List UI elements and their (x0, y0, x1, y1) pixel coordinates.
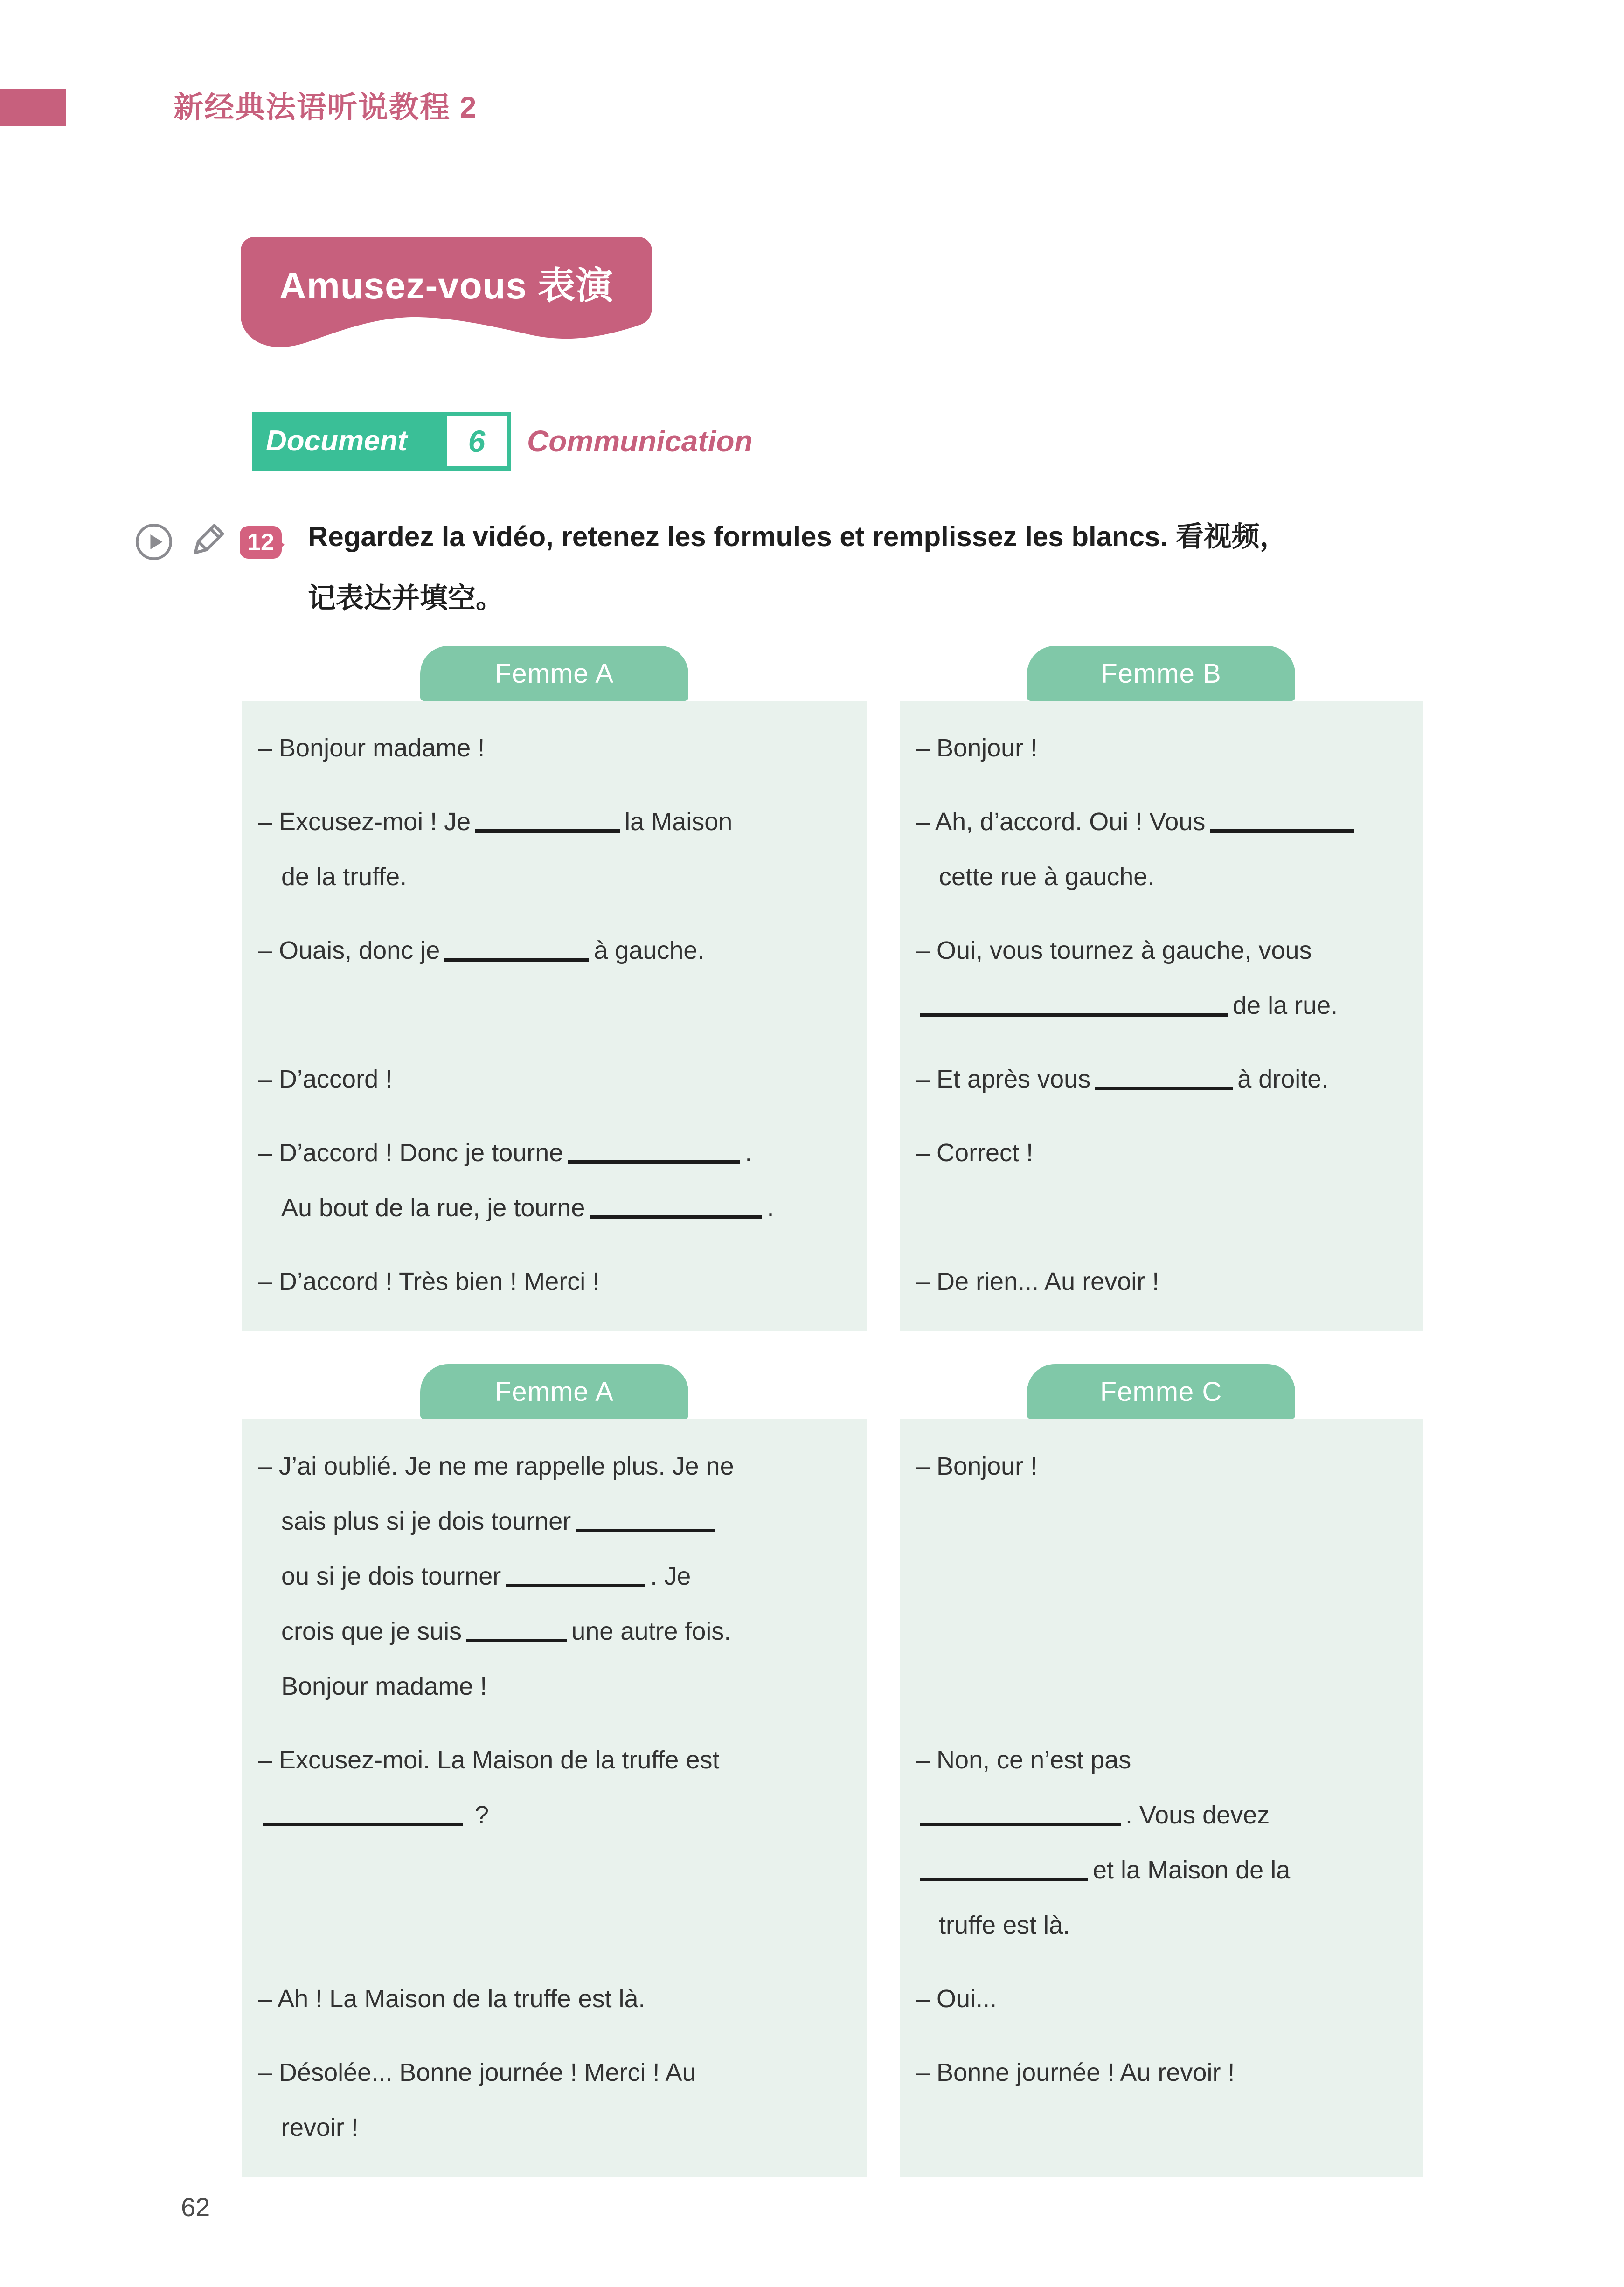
dialogue-text: – Bonne journée ! Au revoir ! (916, 2058, 1235, 2086)
speaker-tabs (242, 646, 1423, 701)
fill-in-blank (506, 1581, 645, 1587)
dialogue-cell (900, 1107, 1423, 1235)
dialogue-text: . Vous devez (1125, 1801, 1270, 1829)
fill-in-blank (1210, 826, 1354, 833)
dialogue-utterance (258, 721, 851, 776)
play-icon (134, 522, 174, 561)
fill-in-blank (576, 1526, 715, 1532)
dialogue-text: – Excusez-moi ! Je (258, 808, 471, 836)
dialogue-text: ? (468, 1801, 489, 1829)
instruction-line-1: Regardez la vidéo, retenez les formules et remplissez les blancs. 看视频， (308, 521, 1288, 552)
dialogue-text: Bonjour madame ! (281, 1672, 487, 1700)
dialogue-text: truffe est là. (939, 1911, 1070, 1939)
dialogue-text: – Oui, vous tournez à gauche, vous (916, 936, 1312, 964)
dialogue-line (258, 1254, 851, 1309)
fill-in-blank (466, 1636, 567, 1642)
dialogue-line (916, 721, 1407, 776)
dialogue-line (916, 1843, 1407, 1898)
dialogue-section-2 (242, 1364, 1423, 2177)
fill-in-blank (444, 955, 589, 962)
fill-in-blank (568, 1157, 740, 1164)
dialogue-text: – Ouais, donc je (258, 936, 440, 964)
speaker-tab-femme-a: Femme A (420, 646, 688, 701)
dialogue-line (258, 794, 851, 849)
fill-in-blank (590, 1213, 762, 1219)
dialogue-cell (900, 1235, 1423, 1331)
dialogue-text: crois que je suis (281, 1617, 462, 1645)
dialogue-text: – Bonjour madame ! (258, 734, 485, 762)
dialogue-text: – Correct ! (916, 1139, 1034, 1167)
dialogue-text: – Bonjour ! (916, 734, 1038, 762)
dialogue-text: . (767, 1194, 774, 1222)
dialogue-line (258, 1733, 851, 1788)
dialogue-cell (900, 904, 1423, 1033)
dialogue-utterance (258, 2045, 851, 2155)
dialogue-cell (242, 1419, 867, 1714)
dialogue-line (258, 923, 851, 978)
dialogue-grid-2 (242, 1419, 1423, 2177)
dialogue-utterance (258, 1733, 851, 1843)
fill-in-blank (475, 826, 620, 833)
book-title: 新经典法语听说教程 2 (174, 90, 478, 124)
fill-in-blank (1095, 1084, 1233, 1090)
dialogue-line (281, 1180, 851, 1235)
dialogue-line (281, 1494, 851, 1549)
dialogue-utterance (916, 923, 1407, 1033)
dialogue-text: une autre fois. (571, 1617, 731, 1645)
dialogue-text: – J’ai oublié. Je ne me rappelle plus. Je ne (258, 1452, 734, 1480)
dialogue-line (916, 1439, 1407, 1494)
dialogue-text: – Bonjour ! (916, 1452, 1038, 1480)
page-number: 62 (181, 2192, 210, 2222)
dialogue-utterance (916, 1254, 1407, 1309)
dialogue-line (916, 1052, 1407, 1107)
document-subject: Communication (527, 424, 753, 458)
dialogue-text: la Maison (625, 808, 733, 836)
dialogue-line (258, 1971, 851, 2026)
dialogue-cell (900, 1033, 1423, 1107)
dialogue-cell (242, 1953, 867, 2026)
dialogue-cell (900, 701, 1423, 776)
dialogue-utterance (258, 1125, 851, 1235)
exercise-number-badge: 12 (240, 526, 282, 559)
speaker-tabs (242, 1364, 1423, 1419)
speaker-tab-femme-c: Femme C (1027, 1364, 1295, 1419)
dialogue-text: de la rue. (1233, 991, 1338, 1019)
dialogue-line (916, 2045, 1407, 2100)
dialogue-cell (242, 1235, 867, 1331)
dialogue-grid-1 (242, 701, 1423, 1331)
dialogue-utterance (258, 1052, 851, 1107)
dialogue-text: – Non, ce n’est pas (916, 1746, 1131, 1774)
dialogue-text: à droite. (1237, 1065, 1329, 1093)
dialogue-text: ou si je dois tourner (281, 1562, 501, 1590)
dialogue-text: à gauche. (594, 936, 705, 964)
dialogue-line (916, 794, 1407, 849)
banner-title (241, 237, 652, 309)
fill-in-blank (263, 1820, 463, 1826)
dialogue-text: – D’accord ! Très bien ! Merci ! (258, 1268, 600, 1296)
dialogue-utterance (916, 721, 1407, 776)
dialogue-cell (242, 701, 867, 776)
dialogue-text: revoir ! (281, 2114, 359, 2141)
dialogue-text: – Ah, d’accord. Oui ! Vous (916, 808, 1206, 836)
dialogue-cell (900, 1419, 1423, 1714)
dialogue-text: – Et après vous (916, 1065, 1091, 1093)
dialogue-text: – D’accord ! Donc je tourne (258, 1139, 563, 1167)
dialogue-text: . (745, 1139, 752, 1167)
amusez-vous-banner (241, 237, 652, 351)
dialogue-utterance (258, 794, 851, 904)
dialogue-cell (900, 1953, 1423, 2026)
dialogue-line (258, 1125, 851, 1180)
dialogue-utterance (258, 1254, 851, 1309)
header-accent-bar (0, 89, 66, 126)
dialogue-text: et la Maison de la (1093, 1856, 1291, 1884)
dialogue-line (258, 1788, 851, 1843)
dialogue-line (916, 978, 1407, 1033)
dialogue-utterance (258, 1971, 851, 2026)
dialogue-text: Au bout de la rue, je tourne (281, 1194, 585, 1222)
document-chip (252, 412, 511, 471)
dialogue-line (281, 1604, 851, 1659)
dialogue-cell (900, 2026, 1423, 2177)
dialogue-text: cette rue à gauche. (939, 863, 1155, 891)
dialogue-utterance (916, 1439, 1407, 1494)
dialogue-cell (242, 1107, 867, 1235)
dialogue-line (939, 849, 1407, 904)
dialogue-utterance (916, 1971, 1407, 2026)
banner-label-zh: 表演 (538, 265, 614, 306)
dialogue-utterance (916, 2045, 1407, 2100)
dialogue-utterance (258, 1439, 851, 1714)
fill-in-blank (920, 1010, 1228, 1017)
dialogue-cell (900, 1714, 1423, 1953)
dialogue-cell (242, 1033, 867, 1107)
dialogue-line (281, 1659, 851, 1714)
dialogue-line (916, 1788, 1407, 1843)
dialogue-cell (242, 1714, 867, 1953)
dialogue-line (916, 1125, 1407, 1180)
dialogue-section-1 (242, 646, 1423, 1331)
dialogue-utterance (916, 1125, 1407, 1180)
dialogue-cell (900, 776, 1423, 904)
dialogue-cell (242, 776, 867, 904)
dialogue-text: – Excusez-moi. La Maison de la truffe est (258, 1746, 720, 1774)
dialogue-line (916, 1733, 1407, 1788)
dialogue-line (281, 2100, 851, 2155)
dialogue-text: – De rien... Au revoir ! (916, 1268, 1159, 1296)
dialogue-line (258, 2045, 851, 2100)
dialogue-text: de la truffe. (281, 863, 407, 891)
dialogue-cell (242, 2026, 867, 2177)
banner-label-fr: Amusez-vous (279, 265, 527, 306)
dialogue-text: – Désolée... Bonne journée ! Merci ! Au (258, 2058, 696, 2086)
document-number: 6 (468, 424, 486, 458)
dialogue-text: sais plus si je dois tourner (281, 1507, 571, 1535)
document-number-box (447, 416, 507, 466)
document-label: Document (266, 425, 408, 457)
dialogue-line (258, 1052, 851, 1107)
dialogue-line (258, 1439, 851, 1494)
dialogue-utterance (916, 794, 1407, 904)
speaker-tab-femme-a2: Femme A (420, 1364, 688, 1419)
dialogue-line (258, 721, 851, 776)
dialogue-text: – Ah ! La Maison de la truffe est là. (258, 1985, 645, 2013)
dialogue-line (916, 1971, 1407, 2026)
exercise-instruction (308, 517, 1530, 618)
dialogue-line (939, 1898, 1407, 1953)
dialogue-line (916, 1254, 1407, 1309)
dialogue-line (281, 849, 851, 904)
dialogue-line (281, 1549, 851, 1604)
dialogue-cell (242, 904, 867, 1033)
instruction-line-2: 记表达并填空。 (308, 582, 504, 614)
dialogue-text: – Oui... (916, 1985, 997, 2013)
fill-in-blank (920, 1820, 1121, 1826)
dialogue-utterance (916, 1733, 1407, 1953)
fill-in-blank (920, 1875, 1088, 1881)
dialogue-utterance (916, 1052, 1407, 1107)
speaker-tab-femme-b: Femme B (1027, 646, 1295, 701)
dialogue-text: . Je (650, 1562, 691, 1590)
dialogue-utterance (258, 923, 851, 978)
dialogue-text: – D’accord ! (258, 1065, 393, 1093)
dialogue-line (916, 923, 1407, 978)
pencil-icon (186, 520, 228, 562)
